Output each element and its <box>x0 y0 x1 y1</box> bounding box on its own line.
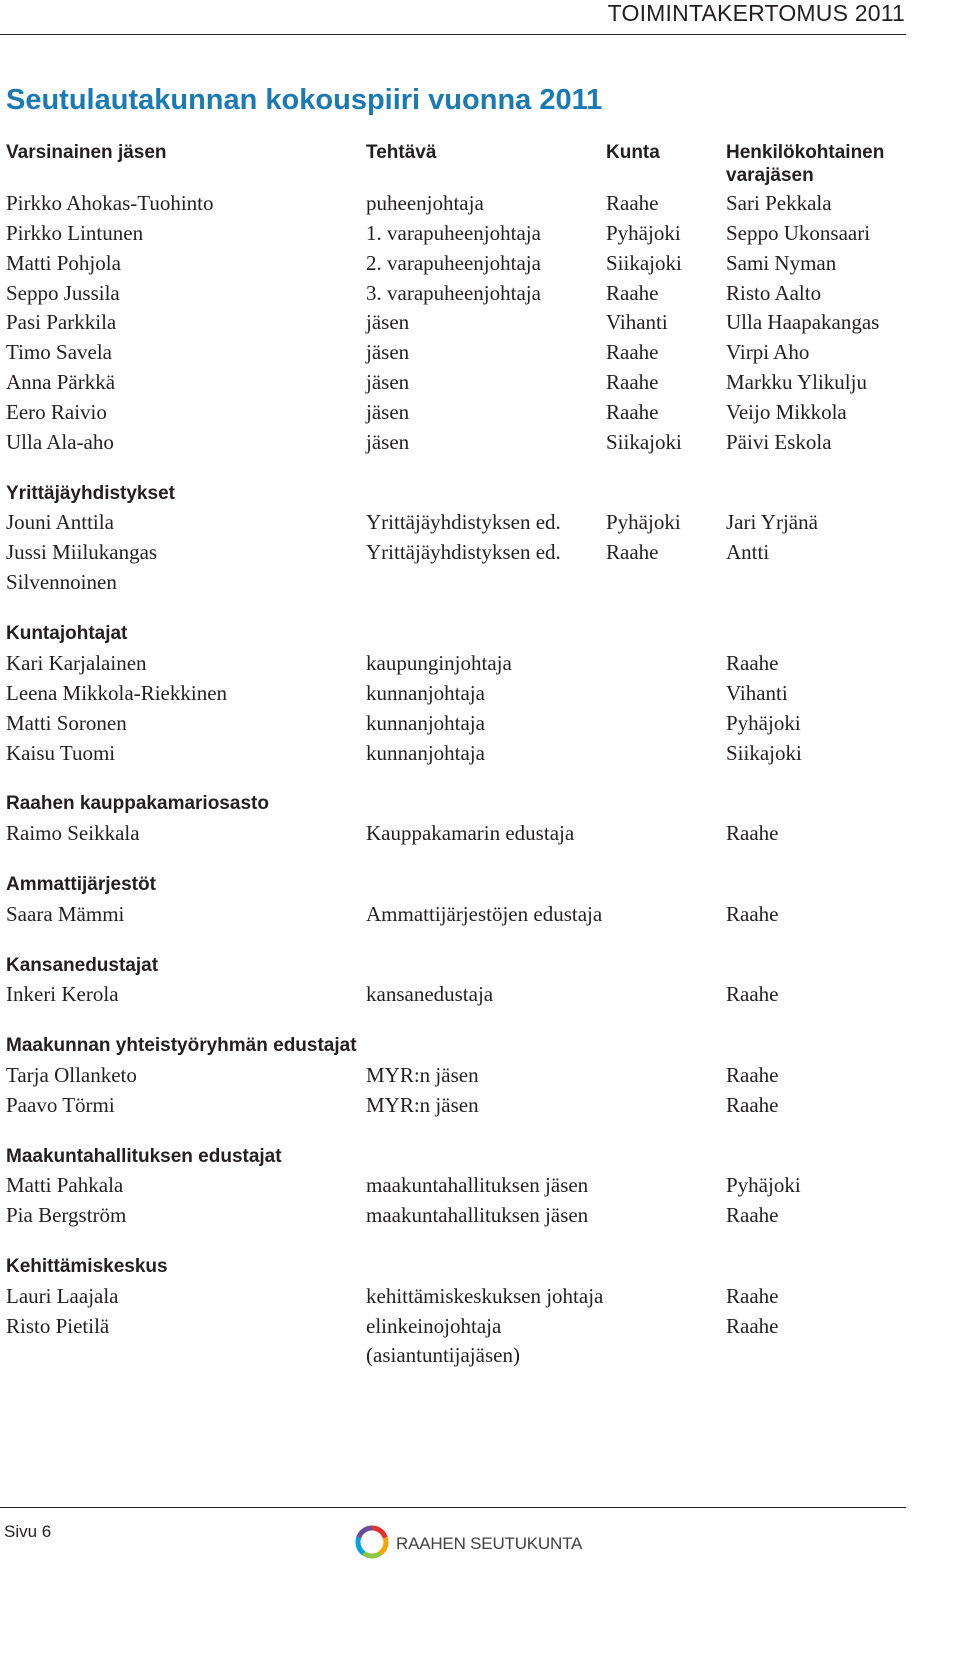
member-name: Leena Mikkola-Riekkinen <box>6 681 228 705</box>
section-heading-myr: Maakunnan yhteistyöryhmän edustajat <box>6 1035 357 1056</box>
table-row <box>0 510 960 540</box>
member-name: Matti Pohjola <box>6 251 121 275</box>
header-rule <box>0 34 906 35</box>
member-role: jäsen <box>366 340 410 364</box>
member-role: elinkeinojohtaja <box>366 1314 502 1338</box>
member-role-continued: (asiantuntijajäsen) <box>366 1343 520 1367</box>
document-header: TOIMINTAKERTOMUS 2011 <box>607 0 905 26</box>
member-deputy: Sami Nyman <box>726 251 837 275</box>
member-name: Eero Raivio <box>6 400 107 424</box>
member-role: kunnanjohtaja <box>366 741 485 765</box>
member-name: Raimo Seikkala <box>6 821 140 845</box>
table-row <box>0 540 960 570</box>
member-name: Lauri Laajala <box>6 1284 119 1308</box>
member-role: puheenjohtaja <box>366 191 484 215</box>
member-municipality: Raahe <box>726 1063 779 1087</box>
table-row <box>0 1093 960 1123</box>
member-municipality: Raahe <box>726 821 779 845</box>
member-role: jäsen <box>366 430 410 454</box>
table-row <box>0 1314 960 1344</box>
member-name: Seppo Jussila <box>6 281 120 305</box>
member-municipality: Raahe <box>606 340 659 364</box>
member-name: Pirkko Lintunen <box>6 221 144 245</box>
table-row <box>0 221 960 251</box>
table-row <box>0 340 960 370</box>
member-name: Inkeri Kerola <box>6 982 119 1006</box>
member-role: 1. varapuheenjohtaja <box>366 221 541 245</box>
column-header-deputy: Henkilökohtainen <box>726 142 885 163</box>
table-row <box>0 982 960 1012</box>
member-municipality: Raahe <box>606 400 659 424</box>
member-role: jäsen <box>366 370 410 394</box>
member-role: kunnanjohtaja <box>366 711 485 735</box>
column-header-municipality: Kunta <box>606 142 660 163</box>
member-deputy: Jari Yrjänä <box>726 510 818 534</box>
member-role: kehittämiskeskuksen johtaja <box>366 1284 604 1308</box>
page-number: Sivu 6 <box>4 1522 52 1541</box>
table-row <box>0 1284 960 1314</box>
member-name: Timo Savela <box>6 340 112 364</box>
member-name: Jouni Anttila <box>6 510 114 534</box>
member-name: Pasi Parkkila <box>6 310 117 334</box>
table-row <box>0 1203 960 1233</box>
member-municipality: Vihanti <box>726 681 788 705</box>
member-municipality: Raahe <box>726 1203 779 1227</box>
section-heading-kauppakamari: Raahen kauppakamariosasto <box>6 793 269 814</box>
member-municipality: Raahe <box>606 281 659 305</box>
logo-text: RAAHEN SEUTUKUNTA <box>396 1534 583 1553</box>
member-role: MYR:n jäsen <box>366 1063 479 1087</box>
member-role: Kauppakamarin edustaja <box>366 821 575 845</box>
member-role: jäsen <box>366 310 410 334</box>
table-row <box>0 902 960 932</box>
member-deputy: Seppo Ukonsaari <box>726 221 871 245</box>
column-header-member: Varsinainen jäsen <box>6 142 167 163</box>
table-row <box>0 821 960 851</box>
table-row <box>0 430 960 460</box>
member-municipality: Raahe <box>726 1093 779 1117</box>
member-municipality: Siikajoki <box>726 741 802 765</box>
member-deputy: Virpi Aho <box>726 340 810 364</box>
member-municipality: Raahe <box>726 982 779 1006</box>
member-role: maakuntahallituksen jäsen <box>366 1203 589 1227</box>
member-municipality: Siikajoki <box>606 251 682 275</box>
member-role: 2. varapuheenjohtaja <box>366 251 541 275</box>
member-role: 3. varapuheenjohtaja <box>366 281 541 305</box>
member-name: Kaisu Tuomi <box>6 741 116 765</box>
table-row <box>0 191 960 221</box>
section-heading-kuntajohtajat: Kuntajohtajat <box>6 623 128 644</box>
member-municipality: Vihanti <box>606 310 668 334</box>
section-heading-ammattijarjestot: Ammattijärjestöt <box>6 874 156 895</box>
member-deputy: Päivi Eskola <box>726 430 832 454</box>
member-municipality: Pyhäjoki <box>726 1173 801 1197</box>
member-deputy: Veijo Mikkola <box>726 400 847 424</box>
member-municipality: Siikajoki <box>606 430 682 454</box>
member-name: Paavo Törmi <box>6 1093 115 1117</box>
section-heading-yrittajat: Yrittäjäyhdistykset <box>6 483 175 504</box>
table-row <box>0 1173 960 1203</box>
member-name: Matti Soronen <box>6 711 127 735</box>
table-row <box>0 370 960 400</box>
member-deputy: Risto Aalto <box>726 281 822 305</box>
member-role: Yrittäjäyhdistyksen ed. <box>366 540 561 564</box>
section-heading-maakuntahallitus: Maakuntahallituksen edustajat <box>6 1146 282 1167</box>
member-role: maakuntahallituksen jäsen <box>366 1173 589 1197</box>
member-municipality: Raahe <box>726 651 779 675</box>
table-row <box>0 711 960 741</box>
member-municipality: Pyhäjoki <box>606 510 681 534</box>
member-municipality: Pyhäjoki <box>726 711 801 735</box>
member-role: jäsen <box>366 400 410 424</box>
member-municipality: Pyhäjoki <box>606 221 681 245</box>
member-municipality: Raahe <box>606 540 659 564</box>
section-heading-kansanedustajat: Kansanedustajat <box>6 955 159 976</box>
section-heading-kehittamiskeskus: Kehittämiskeskus <box>6 1256 168 1277</box>
footer-rule <box>0 1507 906 1508</box>
member-municipality: Raahe <box>726 902 779 926</box>
table-row <box>0 310 960 340</box>
member-name: Ulla Ala-aho <box>6 430 114 454</box>
member-role: Ammattijärjestöjen edustaja <box>366 902 603 926</box>
member-name: Kari Karjalainen <box>6 651 147 675</box>
member-municipality: Raahe <box>606 370 659 394</box>
seutukunta-logo-icon <box>352 1522 392 1562</box>
member-role: kunnanjohtaja <box>366 681 485 705</box>
table-row <box>0 400 960 430</box>
table-row <box>0 651 960 681</box>
member-deputy: Antti <box>726 540 770 564</box>
member-deputy: Markku Ylikulju <box>726 370 867 394</box>
table-row <box>0 570 960 600</box>
member-name: Saara Mämmi <box>6 902 125 926</box>
table-row <box>0 281 960 311</box>
member-municipality: Raahe <box>726 1284 779 1308</box>
member-role: MYR:n jäsen <box>366 1093 479 1117</box>
member-name: Risto Pietilä <box>6 1314 110 1338</box>
member-deputy: Sari Pekkala <box>726 191 832 215</box>
member-name: Matti Pahkala <box>6 1173 124 1197</box>
member-name: Anna Pärkkä <box>6 370 116 394</box>
member-role: Yrittäjäyhdistyksen ed. <box>366 510 561 534</box>
member-municipality: Raahe <box>606 191 659 215</box>
table-row <box>0 741 960 771</box>
member-name-continued: Silvennoinen <box>6 570 117 594</box>
member-deputy: Ulla Haapakangas <box>726 310 880 334</box>
member-municipality: Raahe <box>726 1314 779 1338</box>
page-title: Seutulautakunnan kokouspiiri vuonna 2011 <box>6 84 603 116</box>
column-header-deputy-line2: varajäsen <box>726 165 814 186</box>
table-row <box>0 1343 960 1373</box>
member-name: Pirkko Ahokas-Tuohinto <box>6 191 214 215</box>
table-row <box>0 681 960 711</box>
table-row <box>0 1063 960 1093</box>
member-role: kansanedustaja <box>366 982 494 1006</box>
member-name: Jussi Miilukangas <box>6 540 158 564</box>
member-name: Tarja Ollanketo <box>6 1063 137 1087</box>
member-name: Pia Bergström <box>6 1203 127 1227</box>
column-header-role: Tehtävä <box>366 142 437 163</box>
table-row <box>0 251 960 281</box>
member-role: kaupunginjohtaja <box>366 651 512 675</box>
